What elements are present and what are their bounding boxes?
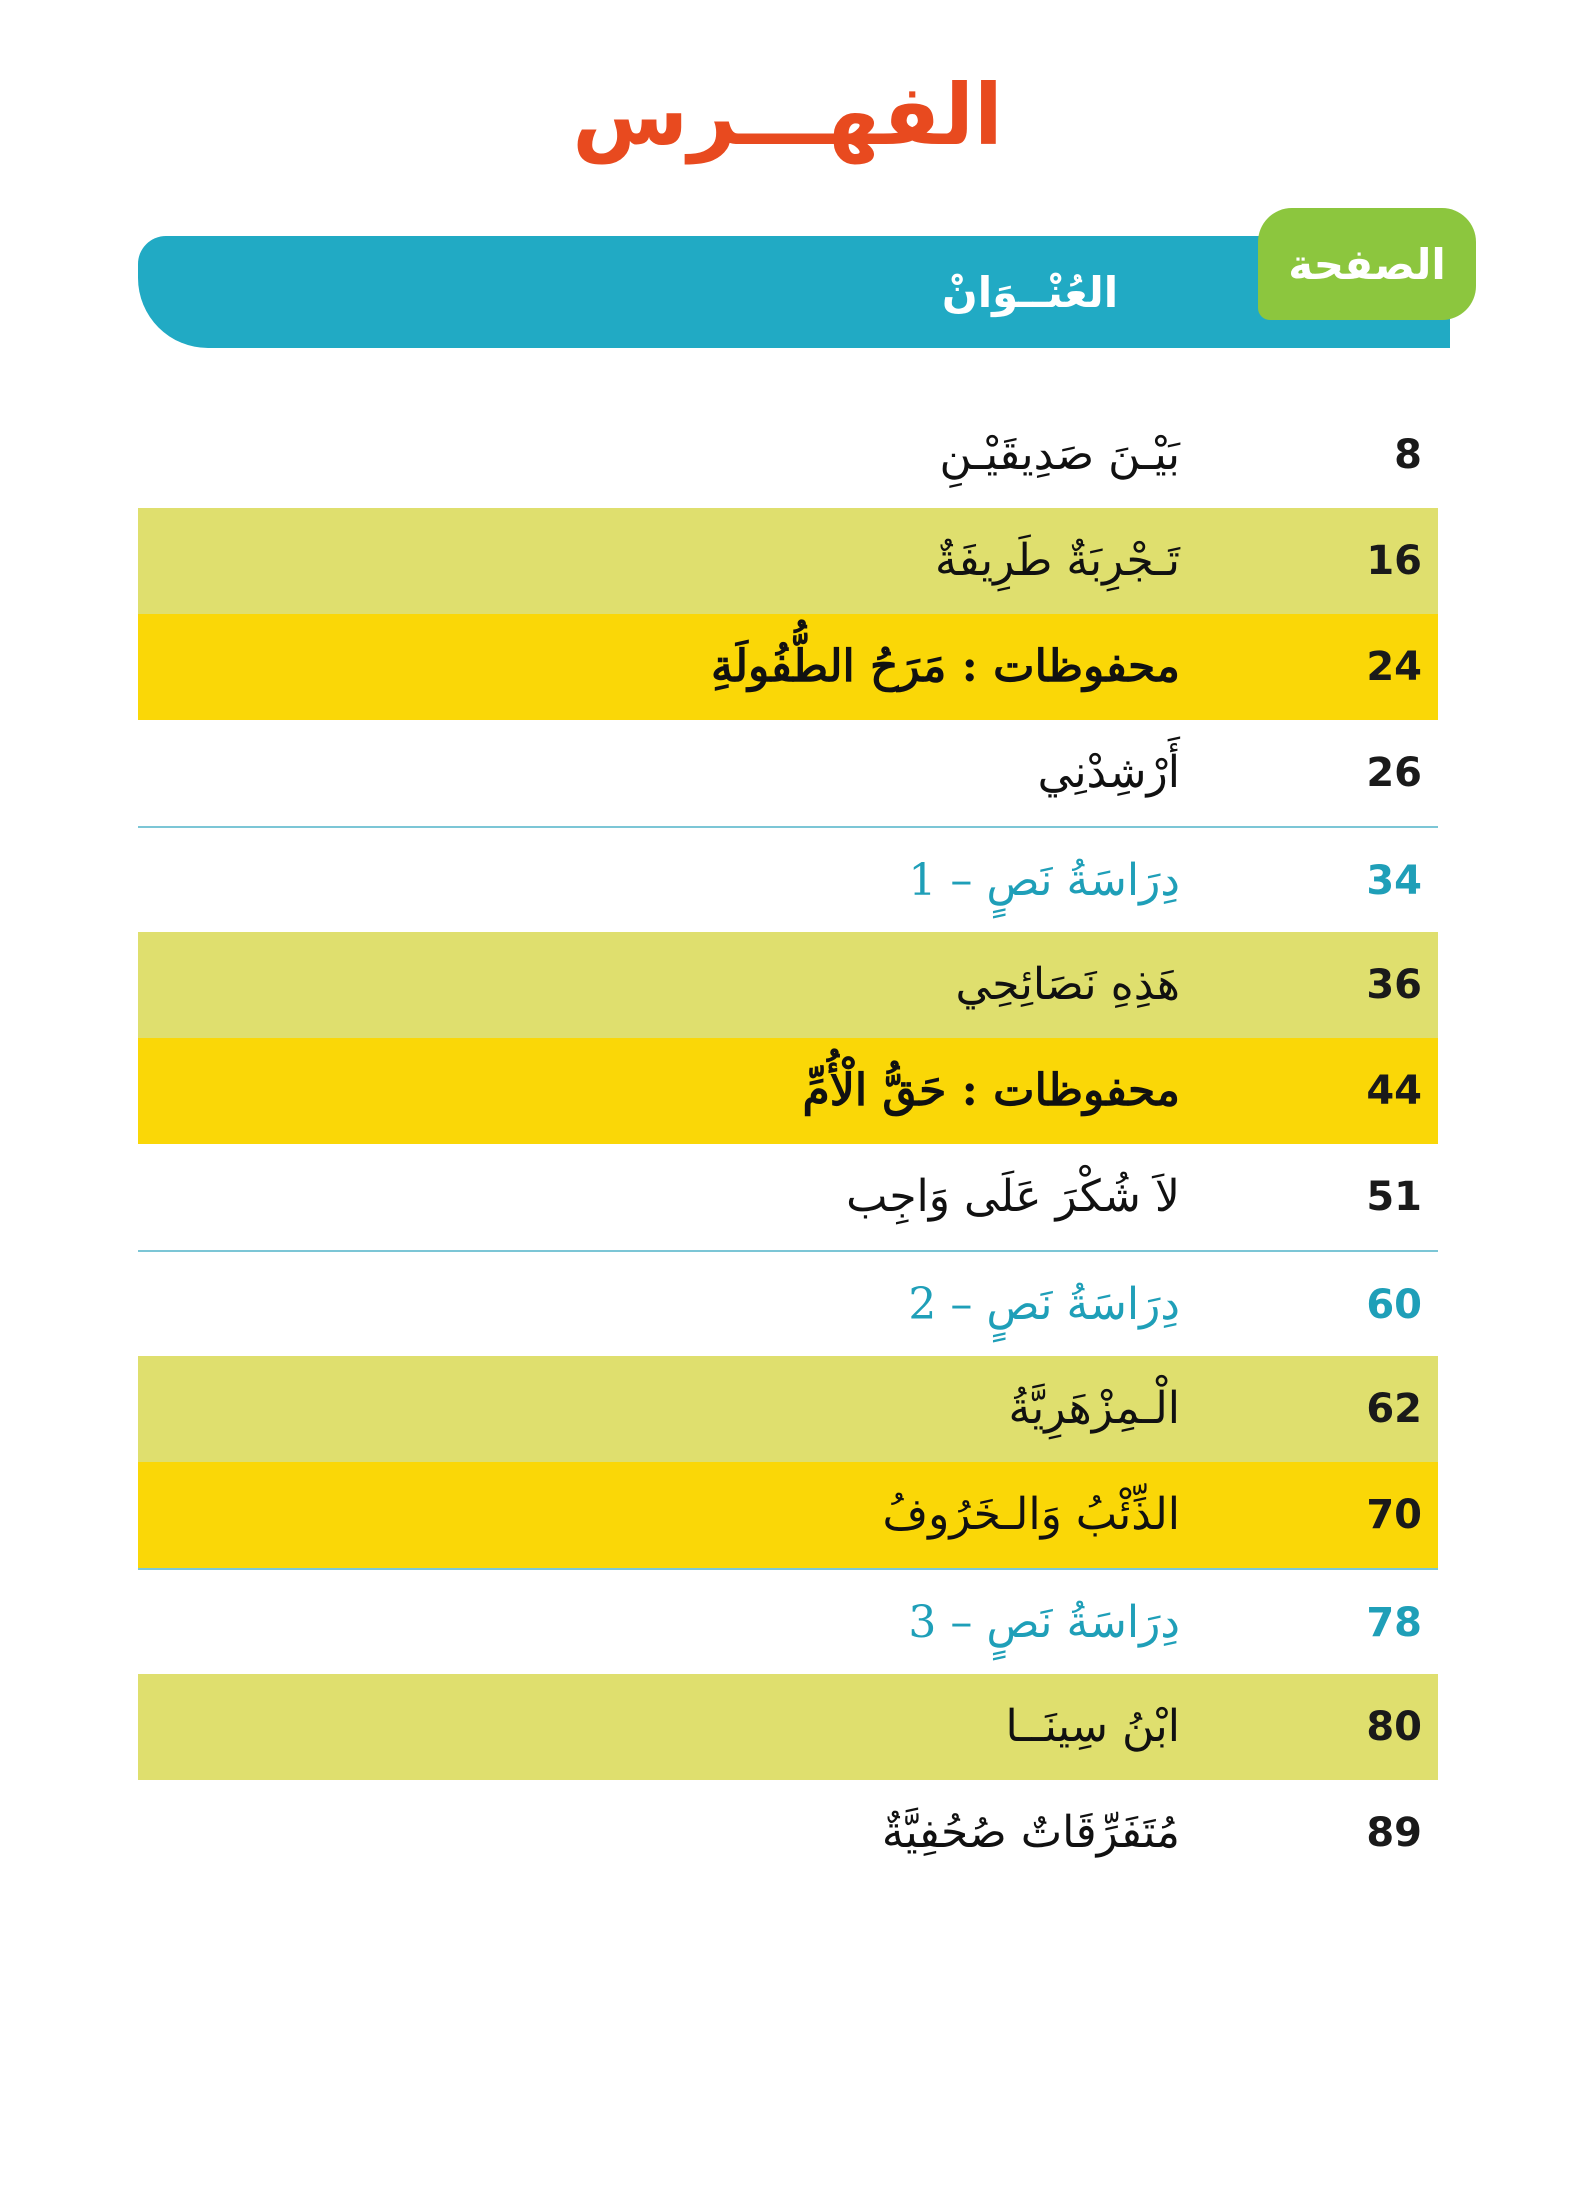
toc-row[interactable] <box>138 1144 1438 1250</box>
toc-lesson-title: ابْنُ سِينَــا <box>1005 1701 1180 1752</box>
toc-lesson-title: محفوظات : مَرَحُ الطُّفُولَةِ <box>711 641 1180 692</box>
toc-page-number: 78 <box>1366 1600 1422 1646</box>
toc-list <box>138 402 1438 1886</box>
toc-row[interactable] <box>138 508 1438 614</box>
toc-lesson-title: لاَ شُكْرَ عَلَى وَاجِب <box>846 1171 1180 1222</box>
toc-lesson-title: دِرَاسَةُ نَصٍ – 1 <box>908 855 1180 906</box>
toc-page-number: 34 <box>1366 858 1422 904</box>
toc-page-number: 16 <box>1366 538 1422 584</box>
toc-lesson-title: الذِّئْبُ وَالـخَرُوفُ <box>882 1489 1180 1540</box>
toc-lesson-title: هَذِهِ نَصَائِحِي <box>955 959 1180 1010</box>
toc-row[interactable] <box>138 1356 1438 1462</box>
header-page-column: الصفحة <box>1258 208 1476 320</box>
toc-row[interactable] <box>138 614 1438 720</box>
toc-page-number: 70 <box>1366 1492 1422 1538</box>
toc-page-number: 26 <box>1366 750 1422 796</box>
toc-row[interactable] <box>138 720 1438 826</box>
page-title: الفهـــرس <box>572 66 1003 164</box>
toc-lesson-title: دِرَاسَةُ نَصٍ – 2 <box>908 1279 1180 1330</box>
toc-row[interactable] <box>138 1250 1438 1356</box>
toc-row[interactable] <box>138 932 1438 1038</box>
toc-row[interactable] <box>138 1568 1438 1674</box>
toc-row[interactable] <box>138 1462 1438 1568</box>
toc-lesson-title: تَـجْرِبَةٌ طَرِيفَةٌ <box>934 535 1180 586</box>
toc-lesson-title: الْـمِزْهَرِيَّةُ <box>1008 1383 1180 1434</box>
toc-lesson-title: بَيْـنَ صَدِيقَيْـنِ <box>939 429 1180 480</box>
toc-page-number: 62 <box>1366 1386 1422 1432</box>
toc-page-number: 24 <box>1366 644 1422 690</box>
toc-lesson-title: أَرْشِدْنِي <box>1037 747 1180 798</box>
toc-row[interactable] <box>138 402 1438 508</box>
toc-row[interactable] <box>138 1674 1438 1780</box>
toc-page-number: 80 <box>1366 1704 1422 1750</box>
toc-page-number: 44 <box>1366 1068 1422 1114</box>
table-header-band <box>138 236 1450 348</box>
toc-row[interactable] <box>138 826 1438 932</box>
header-title-column: العُنْــوَانْ <box>941 267 1119 317</box>
toc-page-number: 60 <box>1366 1282 1422 1328</box>
toc-page-number: 51 <box>1366 1174 1422 1220</box>
toc-row[interactable] <box>138 1038 1438 1144</box>
toc-page-number: 36 <box>1366 962 1422 1008</box>
toc-lesson-title: مُتَفَرِّقَاتٌ صُحُفِيَّةٌ <box>881 1807 1180 1858</box>
toc-page-number: 89 <box>1366 1810 1422 1856</box>
toc-row[interactable] <box>138 1780 1438 1886</box>
toc-lesson-title: محفوظات : حَقُّ الْأُمِّ <box>802 1065 1180 1116</box>
toc-page-number: 8 <box>1394 432 1422 478</box>
toc-lesson-title: دِرَاسَةُ نَصٍ – 3 <box>908 1597 1180 1648</box>
